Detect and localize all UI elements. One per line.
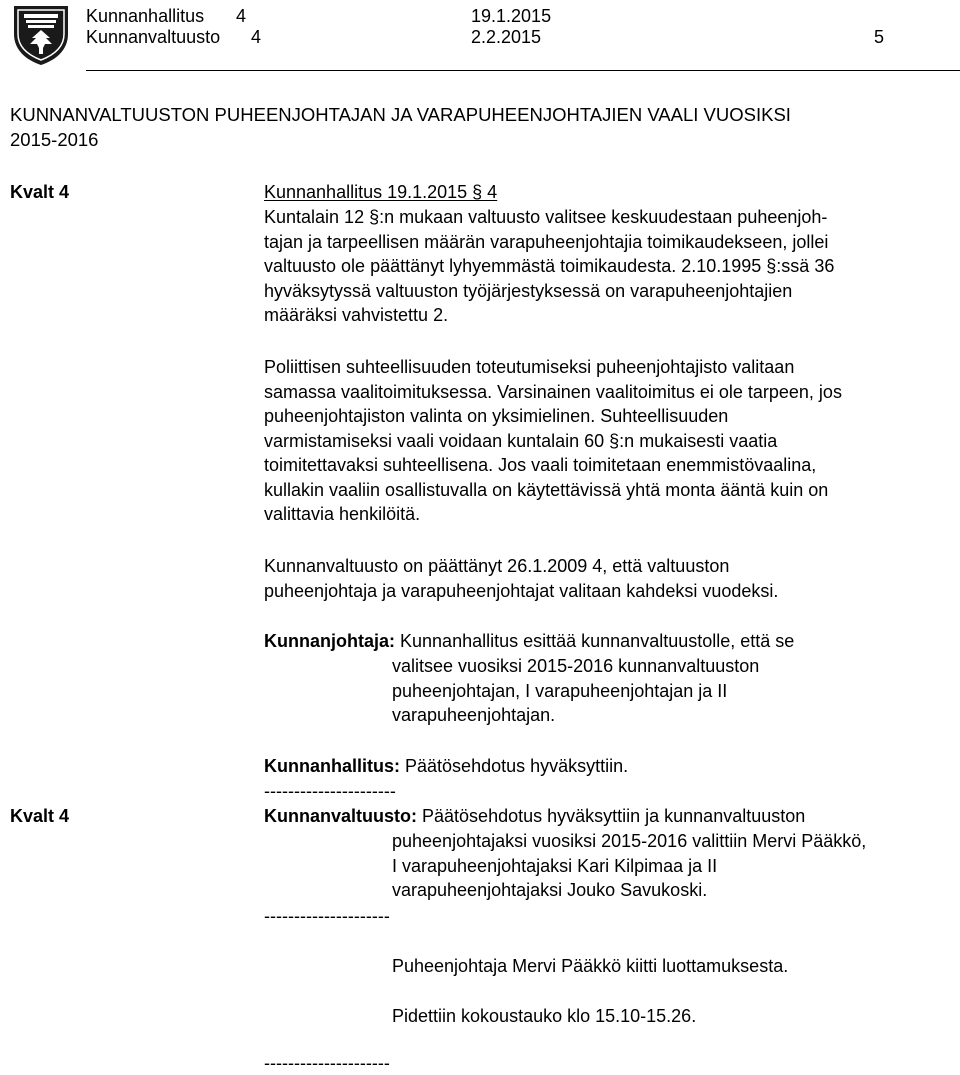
paragraph-3-line: puheenjohtaja ja varapuheenjohtajat valitaan kahdeksi vuodeksi. xyxy=(264,580,779,601)
paragraph-1-line: hyväksytyssä valtuuston työjärjestyksessä on varapuheenjohtajien xyxy=(264,280,793,301)
council-decision-first-line xyxy=(264,804,805,829)
proposal-label: Kunnanjohtaja: xyxy=(264,631,395,651)
paragraph-2-line: samassa vaalitoimituksessa. Varsinainen vaalitoimitus ei ole tarpeen, jos xyxy=(264,381,842,402)
proposal-line: valitsee vuosiksi 2015-2016 kunnanvaltuuston xyxy=(392,656,760,676)
document-title-line-1: KUNNANVALTUUSTON PUHEENJOHTAJAN JA VARAPUHEENJOHTAJIEN VAALI VUOSIKSI xyxy=(10,104,791,125)
council-decision-line: I varapuheenjohtajaksi Kari Kilpimaa ja II xyxy=(392,855,718,876)
proposal-line: puheenjohtajan, I varapuheenjohtajan ja II xyxy=(392,680,728,701)
paragraph-2-line: valittavia henkilöitä. xyxy=(264,504,421,524)
paragraph-2-line: toimitettavaksi suhteellisena. Jos vaali toimitetaan enemmistövaalina, xyxy=(264,455,817,475)
proposal-continuation xyxy=(392,654,759,728)
header-number-2: 4 xyxy=(251,27,262,47)
coat-of-arms-icon xyxy=(10,4,72,66)
page-number: 5 xyxy=(874,27,885,47)
paragraph-3 xyxy=(264,554,778,603)
header-date-2: 2.2.2015 xyxy=(471,27,542,47)
paragraph-1-line: valtuusto ole päättänyt lyhyemmästä toimikaudesta. 2.10.1995 §:ssä 36 xyxy=(264,256,835,276)
paragraph-2-line: kullakin vaaliin osallistuvalla on käytettävissä yhtä monta ääntä kuin on xyxy=(264,479,829,500)
separator-1: ---------------------- xyxy=(264,781,396,801)
proposal-first-line xyxy=(264,629,794,654)
header-divider xyxy=(86,70,960,71)
board-decision xyxy=(264,754,628,779)
separator-2: --------------------- xyxy=(264,906,390,926)
proposal-text: Kunnanhallitus esittää kunnanvaltuustolle, että se xyxy=(400,631,795,651)
council-decision-line: puheenjohtajaksi vuosiksi 2015-2016 valittiin Mervi Pääkkö, xyxy=(392,831,867,851)
board-decision-label: Kunnanhallitus: xyxy=(264,756,400,776)
paragraph-2-line: puheenjohtajiston valinta on yksimielinen. Suhteellisuuden xyxy=(264,406,729,426)
header-date-1: 19.1.2015 xyxy=(471,6,552,26)
paragraph-2-line: varmistamiseksi vaali voidaan kuntalain 60 §:n mukaisesti vaatia xyxy=(264,430,778,451)
document-title-line-2: 2015-2016 xyxy=(10,129,99,150)
header-body-2: Kunnanvaltuusto xyxy=(86,27,221,47)
paragraph-1 xyxy=(264,205,834,328)
council-decision-line: varapuheenjohtajaksi Jouko Savukoski. xyxy=(392,880,708,900)
paragraph-3-line: Kunnanvaltuusto on päättänyt 26.1.2009 4, että valtuuston xyxy=(264,556,730,576)
reference-line: Kunnanhallitus 19.1.2015 § 4 xyxy=(264,182,498,202)
council-decision-text: Päätösehdotus hyväksyttiin ja kunnanvaltuuston xyxy=(422,806,806,826)
council-decision-label: Kunnanvaltuusto: xyxy=(264,806,417,826)
section-label-kvalt: Kvalt 4 xyxy=(10,182,70,202)
paragraph-1-line: Kuntalain 12 §:n mukaan valtuusto valitsee keskuudestaan puheenjoh- xyxy=(264,207,828,227)
separator-3: --------------------- xyxy=(264,1053,390,1073)
board-decision-text: Päätösehdotus hyväksyttiin. xyxy=(405,756,629,776)
paragraph-2-line: Poliittisen suhteellisuuden toteutumiseksi puheenjohtajisto valitaan xyxy=(264,357,795,377)
paragraph-2 xyxy=(264,355,842,527)
paragraph-1-line: tajan ja tarpeellisen määrän varapuheenjohtajia toimikaudekseen, jollei xyxy=(264,231,829,252)
paragraph-1-line: määräksi vahvistettu 2. xyxy=(264,305,449,325)
proposal-line: varapuheenjohtajan. xyxy=(392,705,556,725)
header-body-1: Kunnanhallitus xyxy=(86,6,205,26)
break-note: Pidettiin kokoustauko klo 15.10-15.26. xyxy=(392,1006,697,1026)
header-number-1: 4 xyxy=(236,6,247,26)
section-label-kvalt-2: Kvalt 4 xyxy=(10,806,70,826)
council-decision-continuation xyxy=(392,829,866,903)
thanks-note: Puheenjohtaja Mervi Pääkkö kiitti luottamuksesta. xyxy=(392,956,789,976)
